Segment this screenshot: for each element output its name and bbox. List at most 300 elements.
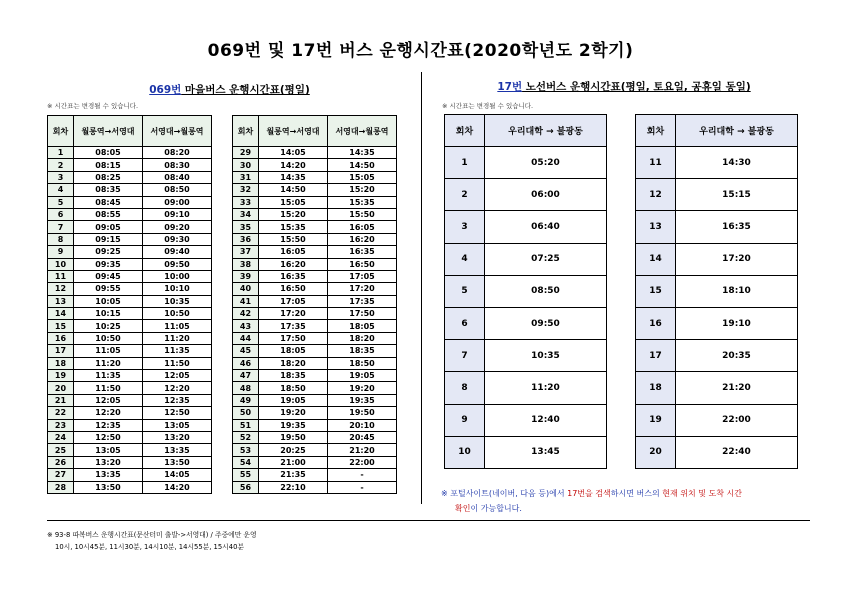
header-station-to-univ: 월롱역→서영대 [74,116,143,147]
round-number-cell: 10 [445,436,485,468]
round-number-cell: 16 [48,332,74,344]
table-row [636,404,798,436]
round-number-cell: 20 [48,382,74,394]
table-row [445,372,607,404]
time-cell: 12:20 [74,407,143,419]
time-cell: 15:50 [328,208,397,220]
time-cell: 12:05 [74,394,143,406]
time-cell: 08:50 [143,184,212,196]
time-cell: 17:35 [328,295,397,307]
footnote-part: ※ 포털사이트(네이버, 다음 등)에서 [441,489,568,498]
time-cell: 10:25 [74,320,143,332]
table-row [48,208,212,220]
table-row [48,159,212,171]
round-number-cell: 6 [48,208,74,220]
header-round: 회차 [445,115,485,147]
round-number-cell: 17 [48,345,74,357]
time-cell: 11:35 [74,370,143,382]
time-cell: 13:20 [74,456,143,468]
time-cell: 22:40 [676,436,798,468]
table-row [445,243,607,275]
table-row [48,469,212,481]
table-row [233,469,397,481]
time-cell: 12:50 [74,431,143,443]
table-row [48,295,212,307]
time-cell: 17:20 [676,243,798,275]
time-cell: 11:20 [143,332,212,344]
table-row [233,481,397,493]
time-cell: 16:05 [259,246,328,258]
time-cell: 17:35 [259,320,328,332]
table-row [233,320,397,332]
round-number-cell: 12 [48,283,74,295]
right-route-number: 17번 [497,81,523,93]
time-cell: 10:00 [143,270,212,282]
time-cell: 16:50 [328,258,397,270]
round-number-cell: 8 [48,233,74,245]
table-row [233,221,397,233]
time-cell: 17:50 [259,332,328,344]
time-cell: 08:25 [74,171,143,183]
round-number-cell: 18 [48,357,74,369]
table-row [445,211,607,243]
time-cell: 10:50 [143,308,212,320]
header-round: 회차 [233,116,259,147]
time-cell: 19:35 [328,394,397,406]
round-number-cell: 13 [636,211,676,243]
time-cell: 13:20 [143,431,212,443]
page-title: 069번 및 17번 버스 운행시간표(2020학년도 2학기) [207,41,634,61]
table-row [233,171,397,183]
time-cell: 08:55 [74,208,143,220]
table-row [233,456,397,468]
time-cell: 16:20 [328,233,397,245]
table-row [48,320,212,332]
right-change-note: ※ 시간표는 변경될 수 있습니다. [442,102,534,110]
time-cell: 15:05 [328,171,397,183]
time-cell: 15:20 [328,184,397,196]
time-cell: 21:20 [676,372,798,404]
bottom-note-line2: 10시, 10시45분, 11시30분, 14시10분, 14시55분, 15시40분 [55,543,244,551]
time-cell: 06:00 [485,179,607,211]
time-cell: 09:50 [143,258,212,270]
right-section-title [441,79,807,94]
time-cell: 16:20 [259,258,328,270]
time-cell: 11:05 [74,345,143,357]
time-cell: 11:50 [74,382,143,394]
table-row [233,270,397,282]
time-cell: 09:05 [74,221,143,233]
time-cell: 18:50 [328,357,397,369]
time-cell: - [328,481,397,493]
time-cell: 07:25 [485,243,607,275]
time-cell: 12:35 [143,394,212,406]
table-row [636,275,798,307]
round-number-cell: 21 [48,394,74,406]
time-cell: 11:35 [143,345,212,357]
table-row [48,431,212,443]
bottom-note [47,529,257,553]
footnote-part: 이 가능합니다. [470,504,522,513]
table-row [48,270,212,282]
time-cell: 09:55 [74,283,143,295]
table-row [636,307,798,339]
round-number-cell: 5 [48,196,74,208]
time-cell: 08:35 [74,184,143,196]
time-cell: 18:20 [259,357,328,369]
time-cell: 17:20 [328,283,397,295]
time-cell: 17:50 [328,308,397,320]
table-row [445,436,607,468]
table-row [233,233,397,245]
round-number-cell: 2 [48,159,74,171]
footnote-part: 하시면 버스의 [610,489,663,498]
time-cell: 09:00 [143,196,212,208]
round-number-cell: 11 [636,147,676,179]
time-cell: 18:50 [259,382,328,394]
round-number-cell: 18 [636,372,676,404]
round-number-cell: 44 [233,332,259,344]
round-number-cell: 5 [445,275,485,307]
time-cell: 14:20 [143,481,212,493]
round-number-cell: 36 [233,233,259,245]
left-route-number: 069번 [149,84,182,96]
time-cell: 19:20 [328,382,397,394]
round-number-cell: 15 [48,320,74,332]
time-cell: 13:50 [143,456,212,468]
left-change-note: ※ 시간표는 변경될 수 있습니다. [47,102,139,110]
time-cell: 11:05 [143,320,212,332]
round-number-cell: 7 [48,221,74,233]
table-row [445,179,607,211]
left-title-rest: 마을버스 운행시간표(평일) [181,84,310,96]
table-row [636,211,798,243]
table-row [48,394,212,406]
time-cell: 16:05 [328,221,397,233]
round-number-cell: 35 [233,221,259,233]
round-number-cell: 33 [233,196,259,208]
table-row [233,295,397,307]
round-number-cell: 52 [233,431,259,443]
time-cell: 14:50 [328,159,397,171]
round-number-cell: 13 [48,295,74,307]
table-row [636,372,798,404]
time-cell: 05:20 [485,147,607,179]
round-number-cell: 1 [48,147,74,159]
round-number-cell: 53 [233,444,259,456]
time-cell: 16:35 [259,270,328,282]
round-number-cell: 34 [233,208,259,220]
time-cell: 09:30 [143,233,212,245]
time-cell: 09:15 [74,233,143,245]
table-row [233,407,397,419]
table-row [636,436,798,468]
round-number-cell: 38 [233,258,259,270]
time-cell: 14:50 [259,184,328,196]
table-row [636,243,798,275]
round-number-cell: 55 [233,469,259,481]
round-number-cell: 49 [233,394,259,406]
table-row [233,444,397,456]
time-cell: 09:45 [74,270,143,282]
time-cell: - [328,469,397,481]
round-number-cell: 15 [636,275,676,307]
time-cell: 19:50 [259,431,328,443]
round-number-cell: 28 [48,481,74,493]
table-row [48,221,212,233]
header-station-to-univ: 월롱역→서영대 [259,116,328,147]
table-row [48,171,212,183]
time-cell: 15:35 [328,196,397,208]
table-row [48,147,212,159]
round-number-cell: 25 [48,444,74,456]
time-cell: 08:15 [74,159,143,171]
time-cell: 13:05 [143,419,212,431]
table-row [48,184,212,196]
time-cell: 21:35 [259,469,328,481]
table-row [48,258,212,270]
header-round: 회차 [48,116,74,147]
time-cell: 14:20 [259,159,328,171]
table-row [445,275,607,307]
section-divider [421,72,422,504]
table-row [233,308,397,320]
time-cell: 10:15 [74,308,143,320]
table-row [48,357,212,369]
table-row [636,147,798,179]
table-row [233,345,397,357]
time-cell: 10:10 [143,283,212,295]
round-number-cell: 29 [233,147,259,159]
time-cell: 11:20 [74,357,143,369]
round-number-cell: 51 [233,419,259,431]
table-row [48,481,212,493]
time-cell: 08:40 [143,171,212,183]
round-number-cell: 46 [233,357,259,369]
footnote-highlight: 확인 [455,504,471,513]
time-cell: 18:20 [328,332,397,344]
round-number-cell: 3 [48,171,74,183]
round-number-cell: 37 [233,246,259,258]
round-number-cell: 6 [445,307,485,339]
round-number-cell: 11 [48,270,74,282]
round-number-cell: 45 [233,345,259,357]
table-row [48,308,212,320]
table-row [233,184,397,196]
time-cell: 13:05 [74,444,143,456]
bus-069-table-a [47,115,212,494]
time-cell: 15:15 [676,179,798,211]
table-row [48,246,212,258]
time-cell: 13:35 [74,469,143,481]
time-cell: 10:50 [74,332,143,344]
table-row [233,382,397,394]
time-cell: 22:00 [328,456,397,468]
header-univ-to-bulgwang: 우리대학 → 불광동 [676,115,798,147]
round-number-cell: 19 [48,370,74,382]
header-univ-to-station: 서영대→월롱역 [328,116,397,147]
footnote-highlight: 17번을 검색 [567,489,611,498]
search-footnote [441,486,801,516]
time-cell: 15:05 [259,196,328,208]
table-row [233,147,397,159]
table-row [233,159,397,171]
time-cell: 12:20 [143,382,212,394]
table-row [233,357,397,369]
table-row [48,444,212,456]
time-cell: 20:35 [676,340,798,372]
round-number-cell: 2 [445,179,485,211]
time-cell: 14:35 [259,171,328,183]
time-cell: 22:10 [259,481,328,493]
round-number-cell: 16 [636,307,676,339]
time-cell: 15:20 [259,208,328,220]
table-row [233,283,397,295]
time-cell: 15:50 [259,233,328,245]
table-row [48,407,212,419]
time-cell: 21:00 [259,456,328,468]
table-row [48,283,212,295]
time-cell: 19:10 [676,307,798,339]
header-univ-to-bulgwang: 우리대학 → 불광동 [485,115,607,147]
table-row [48,233,212,245]
round-number-cell: 7 [445,340,485,372]
time-cell: 10:35 [485,340,607,372]
time-cell: 20:45 [328,431,397,443]
table-row [445,147,607,179]
round-number-cell: 43 [233,320,259,332]
time-cell: 12:50 [143,407,212,419]
round-number-cell: 47 [233,370,259,382]
round-number-cell: 23 [48,419,74,431]
round-number-cell: 41 [233,295,259,307]
round-number-cell: 14 [636,243,676,275]
time-cell: 13:50 [74,481,143,493]
table-row [48,332,212,344]
time-cell: 11:50 [143,357,212,369]
time-cell: 14:05 [259,147,328,159]
time-cell: 16:50 [259,283,328,295]
table-row [233,196,397,208]
time-cell: 19:05 [259,394,328,406]
round-number-cell: 9 [445,404,485,436]
time-cell: 17:05 [328,270,397,282]
table-row [48,345,212,357]
round-number-cell: 1 [445,147,485,179]
time-cell: 18:35 [259,370,328,382]
table-row [636,340,798,372]
time-cell: 14:30 [676,147,798,179]
bus-17-table-a [444,114,607,469]
time-cell: 15:35 [259,221,328,233]
time-cell: 21:20 [328,444,397,456]
round-number-cell: 8 [445,372,485,404]
time-cell: 10:05 [74,295,143,307]
round-number-cell: 22 [48,407,74,419]
round-number-cell: 54 [233,456,259,468]
table-row [48,370,212,382]
time-cell: 09:10 [143,208,212,220]
time-cell: 16:35 [676,211,798,243]
round-number-cell: 42 [233,308,259,320]
round-number-cell: 14 [48,308,74,320]
round-number-cell: 50 [233,407,259,419]
round-number-cell: 4 [445,243,485,275]
table-row [233,370,397,382]
time-cell: 13:35 [143,444,212,456]
round-number-cell: 31 [233,171,259,183]
round-number-cell: 17 [636,340,676,372]
time-cell: 14:05 [143,469,212,481]
time-cell: 10:35 [143,295,212,307]
bus-17-table-b [635,114,798,469]
time-cell: 08:30 [143,159,212,171]
time-cell: 12:35 [74,419,143,431]
time-cell: 06:40 [485,211,607,243]
table-row [48,419,212,431]
bus-069-table-b [232,115,397,494]
time-cell: 19:20 [259,407,328,419]
round-number-cell: 48 [233,382,259,394]
time-cell: 08:50 [485,275,607,307]
table-row [233,431,397,443]
time-cell: 17:05 [259,295,328,307]
time-cell: 09:40 [143,246,212,258]
round-number-cell: 26 [48,456,74,468]
time-cell: 13:45 [485,436,607,468]
time-cell: 09:35 [74,258,143,270]
time-cell: 08:20 [143,147,212,159]
table-row [445,307,607,339]
time-cell: 18:05 [259,345,328,357]
table-row [48,382,212,394]
table-row [48,196,212,208]
header-round: 회차 [636,115,676,147]
time-cell: 19:35 [259,419,328,431]
table-row [636,179,798,211]
round-number-cell: 12 [636,179,676,211]
round-number-cell: 40 [233,283,259,295]
round-number-cell: 39 [233,270,259,282]
left-section-title [47,82,412,97]
table-row [48,456,212,468]
round-number-cell: 30 [233,159,259,171]
round-number-cell: 10 [48,258,74,270]
right-title-rest: 노선버스 운행시간표(평일, 토요일, 공휴일 동일) [522,81,751,93]
round-number-cell: 19 [636,404,676,436]
time-cell: 08:05 [74,147,143,159]
bottom-divider [47,520,810,521]
round-number-cell: 27 [48,469,74,481]
time-cell: 09:25 [74,246,143,258]
footnote-highlight: 현재 위치 및 도착 시간 [662,489,742,498]
time-cell: 14:35 [328,147,397,159]
time-cell: 18:05 [328,320,397,332]
round-number-cell: 24 [48,431,74,443]
table-row [233,208,397,220]
time-cell: 17:20 [259,308,328,320]
time-cell: 19:05 [328,370,397,382]
round-number-cell: 20 [636,436,676,468]
table-row [445,404,607,436]
time-cell: 09:20 [143,221,212,233]
round-number-cell: 9 [48,246,74,258]
time-cell: 22:00 [676,404,798,436]
time-cell: 16:35 [328,246,397,258]
table-row [233,419,397,431]
table-row [445,340,607,372]
time-cell: 12:40 [485,404,607,436]
